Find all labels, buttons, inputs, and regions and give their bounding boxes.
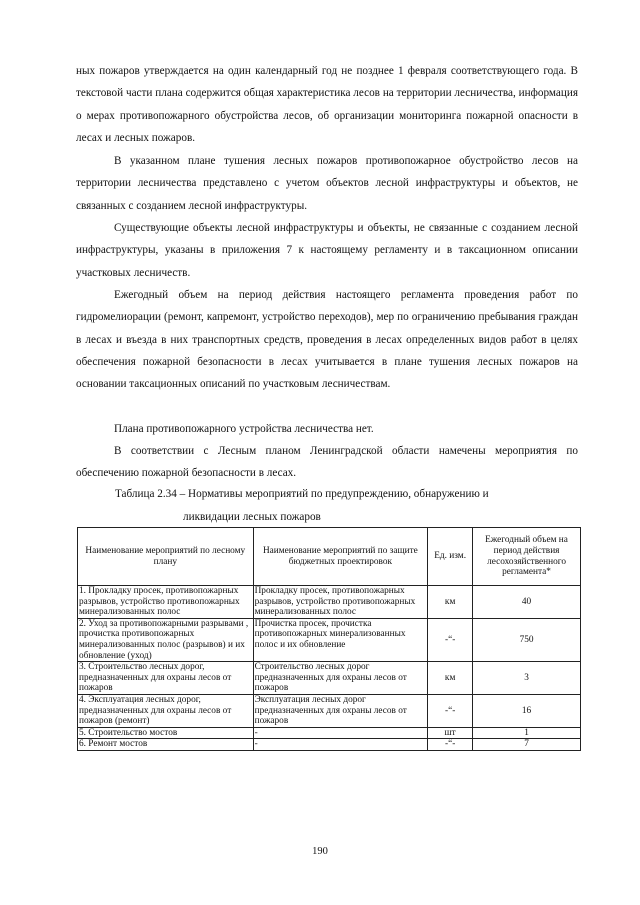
cell-plan-measure: 1. Прокладку просек, противопожарных разрывов, устройство противопожарных минерализованных полос [78,586,254,619]
table-row [78,694,581,727]
cell-budget-measure: Прокладку просек, противопожарных разрывов, устройство противопожарных минерализованных полос [253,586,428,619]
cell-unit: км [428,586,473,619]
cell-volume: 16 [473,694,581,727]
header-budget-measures: Наименование мероприятий по защите бюджетных проектировок [253,528,428,586]
table-caption-line-2: ликвидации лесных пожаров [183,511,321,523]
cell-unit: -“- [428,694,473,727]
paragraph-2: В указанном плане тушения лесных пожаров противопожарное обустройство лесов на территории лесничества представлено с учетом объектов лесной инфраструктуры и объектов, не связанных с созданием лесной инфраструктуры. [76,155,578,212]
header-forest-plan-measures: Наименование мероприятий по лесному плану [78,528,254,586]
header-unit: Ед. изм. [428,528,473,586]
cell-budget-measure: - [253,739,428,751]
cell-unit: -“- [428,739,473,751]
table-header-row [78,528,581,586]
cell-budget-measure: Строительство лесных дорог предназначенных для охраны лесов от пожаров [253,662,428,695]
table-caption-line-1: Таблица 2.34 – Нормативы мероприятий по предупреждению, обнаружению и [115,488,489,500]
header-annual-volume: Ежегодный объем на период действия лесохозяйственного регламента* [473,528,581,586]
cell-volume: 750 [473,618,581,661]
cell-plan-measure: 6. Ремонт мостов [78,739,254,751]
paragraph-5: Плана противопожарного устройства лесничества нет. [114,423,374,435]
cell-volume: 40 [473,586,581,619]
table-row [78,727,581,739]
paragraph-1: ных пожаров утверждается на один календарный год не позднее 1 февраля соответствующего года. В текстовой части плана содержится общая характеристика лесов на территории лесничества, информация о мерах противопожарного обустройства лесов, об организации мониторинга пожарной опасности в лесах и лесных пожаров. [76,65,578,144]
cell-unit: км [428,662,473,695]
cell-budget-measure: Эксплуатация лесных дорог предназначенных для охраны лесов от пожаров [253,694,428,727]
table-row [78,618,581,661]
cell-volume: 7 [473,739,581,751]
cell-plan-measure: 4. Эксплуатация лесных дорог, предназначенных для охраны лесов от пожаров (ремонт) [78,694,254,727]
cell-plan-measure: 2. Уход за противопожарными разрывами , прочистка противопожарных минерализованных полос (разрывов) и их обновление (уход) [78,618,254,661]
cell-volume: 1 [473,727,581,739]
paragraph-3: Существующие объекты лесной инфраструктуры и объекты, не связанные с созданием лесной инфраструктуры, указаны в приложения 7 к настоящему регламенту и в таксационном описании участковых лесничеств. [76,222,578,279]
cell-plan-measure: 3. Строительство лесных дорог, предназначенных для охраны лесов от пожаров [78,662,254,695]
paragraph-6: В соответствии с Лесным планом Ленинградской области намечены мероприятия по обеспечению пожарной безопасности в лесах. [76,445,578,480]
cell-budget-measure: - [253,727,428,739]
fire-prevention-norms-table [77,527,581,751]
cell-plan-measure: 5. Строительство мостов [78,727,254,739]
cell-volume: 3 [473,662,581,695]
page-number: 190 [312,846,328,857]
cell-unit: -“- [428,618,473,661]
table-row [78,662,581,695]
cell-budget-measure: Прочистка просек, прочистка противопожарных минерализованных полос и их обновление [253,618,428,661]
table-row [78,586,581,619]
cell-unit: шт [428,727,473,739]
table-row [78,739,581,751]
paragraph-4: Ежегодный объем на период действия настоящего регламента проведения работ по гидромелиорации (ремонт, капремонт, устройство переходов), мер по ограничению пребывания граждан в лесах и въезда в них транспортных средств, проведения в лесах определенных видов работ в целях обеспечения пожарной безопасности в лесах учитывается в плане тушения лесных пожаров на основании таксационных описаний по участковым лесничествам. [76,289,578,391]
